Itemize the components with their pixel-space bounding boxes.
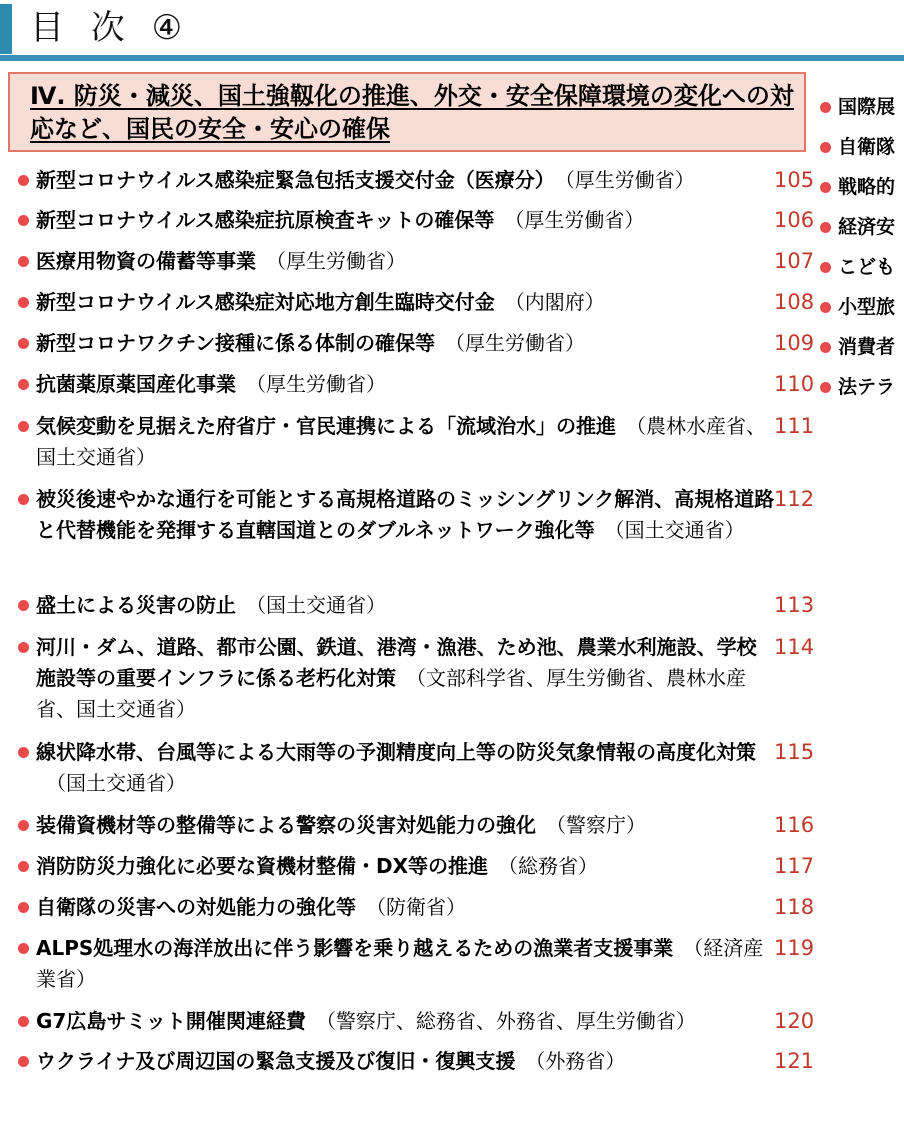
- header-rule: [0, 55, 904, 61]
- entry-title: 新型コロナウイルス感染症抗原検査キットの確保等: [36, 208, 495, 232]
- page-number: 115: [774, 740, 815, 764]
- entry-ministry: （外務省）: [525, 1049, 626, 1073]
- entry-title: 河川・ダム、道路、都市公園、鉄道、港湾・漁港、ため池、農業水利施設、学校施設等の重要インフラに係る老朽化対策: [36, 635, 757, 690]
- page-number: 112: [774, 487, 815, 511]
- entry-title: 消防防災力強化に必要な資機材整備・DX等の推進: [36, 854, 489, 878]
- bullet-icon: [820, 182, 831, 193]
- bullet-icon: [18, 1016, 29, 1027]
- entry-title: 新型コロナワクチン接種に係る体制の確保等: [36, 331, 435, 355]
- page-number: 105: [774, 168, 815, 192]
- entry-title: G7広島サミット開催関連経費: [36, 1009, 306, 1033]
- entry-ministry: （警察庁）: [546, 813, 646, 837]
- entry-ministry: （警察庁、総務省、外務省、厚生労働省）: [315, 1009, 696, 1033]
- page-number: 106: [774, 208, 815, 232]
- right-column-label: 経済安: [838, 216, 896, 238]
- bullet-icon: [18, 747, 29, 758]
- entry-title: 自衛隊の災害への対処能力の強化等: [36, 895, 356, 919]
- entry-title: 気候変動を見据えた府省庁・官民連携による「流域治水」の推進: [36, 414, 616, 438]
- page-number: 107: [774, 249, 815, 273]
- bullet-icon: [820, 142, 831, 153]
- entry-title: ALPS処理水の海洋放出に伴う影響を乗り越えるための漁業者支援事業: [36, 936, 674, 960]
- entry-ministry: （国土交通省）: [246, 593, 386, 617]
- entry-ministry: （内閣府）: [504, 290, 605, 314]
- page-number: 119: [774, 936, 815, 960]
- entry-ministry: （厚生労働省）: [564, 168, 695, 192]
- page-number: 108: [774, 290, 815, 314]
- entry-title: 被災後速やかな通行を可能とする高規格道路のミッシングリンク解消、高規格道路と代替機能を発揮する直轄国道とのダブルネットワーク強化等: [36, 487, 775, 542]
- bullet-icon: [18, 943, 29, 954]
- right-column-item[interactable]: [820, 372, 904, 402]
- entry-ministry: （経済産業省）: [36, 936, 764, 991]
- bullet-icon: [18, 297, 29, 308]
- page-number: 121: [774, 1049, 815, 1073]
- right-column-label: 自衛隊: [838, 136, 896, 158]
- bullet-icon: [18, 215, 29, 226]
- entry-ministry: （国土交通省）: [604, 518, 745, 542]
- entry-ministry: （厚生労働省）: [266, 249, 406, 273]
- header-accent-bar: [0, 4, 12, 54]
- bullet-icon: [18, 421, 29, 432]
- right-column-item[interactable]: [820, 92, 904, 122]
- bullet-icon: [820, 262, 831, 273]
- right-column-label: 消費者: [838, 336, 896, 358]
- bullet-icon: [820, 102, 831, 113]
- right-column-item[interactable]: [820, 332, 904, 362]
- entry-ministry: （厚生労働省）: [445, 331, 585, 355]
- right-column-item[interactable]: [820, 252, 904, 282]
- bullet-icon: [820, 382, 831, 393]
- entry-ministry: （国土交通省）: [46, 771, 186, 795]
- section-title[interactable]: Ⅳ. 防災・減災、国土強靱化の推進、外交・安全保障環境の変化への対応など、国民の安全・安心の確保: [30, 82, 794, 143]
- entry-title: 新型コロナウイルス感染症対応地方創生臨時交付金: [36, 290, 495, 314]
- right-column-item[interactable]: [820, 292, 904, 322]
- right-column-label: 小型旅: [838, 296, 896, 318]
- section-heading-box: [8, 72, 806, 152]
- bullet-icon: [18, 600, 29, 611]
- entry-title: 新型コロナウイルス感染症緊急包括支援交付金（医療分）: [36, 168, 555, 192]
- page-number: 120: [774, 1009, 815, 1033]
- entry-ministry: （厚生労働省）: [504, 208, 645, 232]
- page-number: 117: [774, 854, 815, 878]
- bullet-icon: [18, 1056, 29, 1067]
- bullet-icon: [18, 379, 29, 390]
- entry-title: ウクライナ及び周辺国の緊急支援及び復旧・復興支援: [36, 1049, 516, 1073]
- entry-title: 抗菌薬原薬国産化事業: [36, 372, 236, 396]
- bullet-icon: [18, 902, 29, 913]
- bullet-icon: [18, 642, 29, 653]
- right-column-item[interactable]: [820, 132, 904, 162]
- page-header: [0, 0, 904, 60]
- right-column-item[interactable]: [820, 212, 904, 242]
- entry-title: 装備資機材等の整備等による警察の災害対処能力の強化: [36, 813, 536, 837]
- page-number: 110: [774, 372, 815, 396]
- bullet-icon: [820, 302, 831, 313]
- bullet-icon: [18, 175, 29, 186]
- entry-title: 線状降水帯、台風等による大雨等の予測精度向上等の防災気象情報の高度化対策: [36, 740, 756, 764]
- right-column-label: 戦略的: [838, 176, 896, 198]
- page-number: 113: [774, 593, 815, 617]
- entry-ministry: （農林水産省、国土交通省）: [36, 414, 766, 469]
- right-column-label: 法テラ: [838, 376, 896, 398]
- page-number: 111: [774, 414, 815, 438]
- bullet-icon: [18, 861, 29, 872]
- right-column-label: こども: [838, 256, 896, 278]
- bullet-icon: [820, 342, 831, 353]
- entry-title: 医療用物資の備蓄等事業: [36, 249, 256, 273]
- bullet-icon: [18, 338, 29, 349]
- entry-ministry: （防衛省）: [366, 895, 466, 919]
- bullet-icon: [18, 494, 29, 505]
- bullet-icon: [820, 222, 831, 233]
- bullet-icon: [18, 256, 29, 267]
- page-title: 目 次 ④: [30, 8, 191, 48]
- page-number: 118: [774, 895, 815, 919]
- right-column-item[interactable]: [820, 172, 904, 202]
- entry-ministry: （厚生労働省）: [246, 372, 386, 396]
- page-number: 114: [774, 635, 815, 659]
- right-column-label: 国際展: [838, 96, 896, 118]
- entry-ministry: （総務省）: [498, 854, 599, 878]
- page-number: 116: [774, 813, 815, 837]
- page-number: 109: [774, 331, 815, 355]
- bullet-icon: [18, 820, 29, 831]
- entry-title: 盛土による災害の防止: [36, 593, 236, 617]
- entry-ministry: （文部科学省、厚生労働省、農林水産省、国土交通省）: [36, 666, 746, 721]
